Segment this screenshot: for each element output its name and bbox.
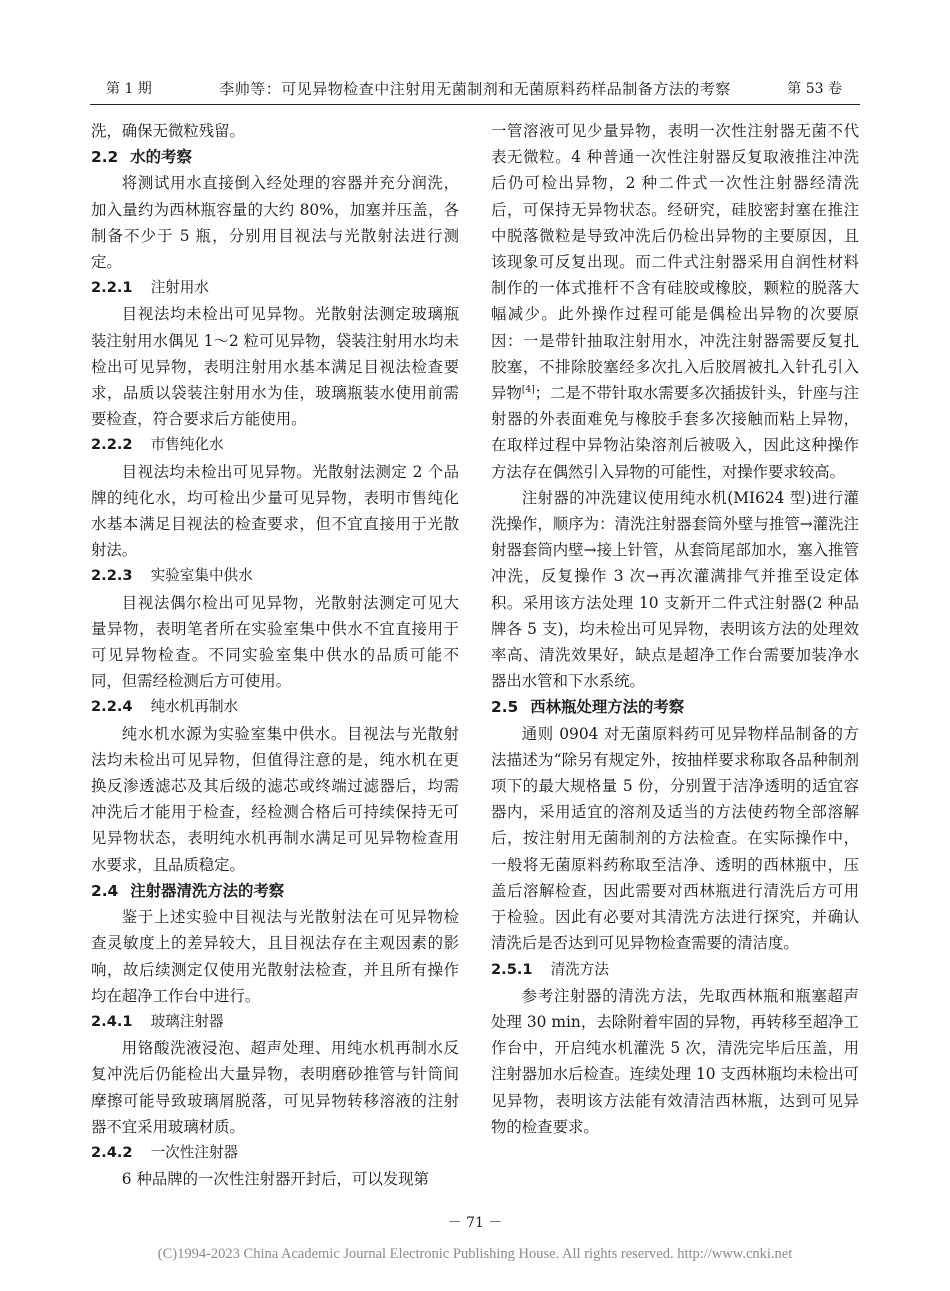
volume-label: 第 53 卷 — [787, 81, 842, 97]
section-title: 水的考察 — [130, 148, 192, 167]
section-title: 玻璃注射器 — [150, 1012, 224, 1030]
section-title: 清洗方法 — [550, 960, 609, 978]
continued-text-a: 一管溶液可见少量异物，表明一次性注射器无菌不代表无微粒。4 种普通一次性注射器反复取液推注冲洗后仍可检出异物，2 种二件式一次性注射器经清洗后，可保持无异物状态。经研究，硅胶密封塞在推注中脱落微粒是导致冲洗后仍检出异物的主要原因，且该现象可反复出现。而二件式注射器采用自润性材料制作的一体式推杆不含有硅胶或橡胶，颗粒的脱落大幅减少。此外操作过程可能是偶检出异物的次要原因：一是带针抽取注射用水，冲洗注射器需要反复扎胶塞，不排除胶塞经多次扎入后胶屑被扎入针孔引入异物 — [491, 122, 859, 403]
paragraph-2-4: 鉴于上述实验中目视法与光散射法在可见异物检查灵敏度上的差异较大，且目视法存在主观因素的影响，故后续测定仅使用光散射法检查，并且所有操作均在超净工作台中进行。 — [91, 908, 459, 1005]
copyright-watermark: (C)1994-2023 China Academic Journal Electronic Publishing House. All rights reserved. http://www.cnki.net — [157, 1246, 793, 1262]
paragraph-syringe-wash: 注射器的冲洗建议使用纯水机(MI624 型)进行灌洗操作，顺序为：清洗注射器套筒外壁与推管→灌洗注射器套筒内壁→接上针管，从套筒尾部加水，塞入推管冲洗，反复操作 3 次→再次灌满排气并推至设定体积。采用该方法处理 10 支新开二件式注射器(2 种品牌各 5 支)，均未检出可见异物，表明该方法的处理效率高、清洗效果好，缺点是超净工作台需要加装净水器出水管和下水系统。 — [491, 488, 859, 691]
paragraph-2-2-2: 目视法均未检出可见异物。光散射法测定 2 个品牌的纯化水，均可检出少量可见异物，表明市售纯化水基本满足目视法的检查要求，但不宜直接用于光散射法。 — [91, 462, 459, 560]
section-title: 注射用水 — [150, 279, 209, 297]
paragraph-2-5-1: 参考注射器的清洗方法，先取西林瓶和瓶塞超声处理 30 min，去除附着牢固的异物，再转移至超净工作台中，开启纯水机灌洗 5 次，清洗完毕后压盖，用注射器加水后检查。连续处理 10 支西林瓶均未检出可见异物，表明该方法能有效清洁西林瓶，达到可见异物的检查要求。 — [491, 986, 859, 1136]
section-2-5-1-heading — [491, 957, 859, 983]
page-number: － 71 － — [447, 1215, 503, 1231]
section-2-2-4-heading — [91, 694, 459, 720]
section-title: 一次性注射器 — [150, 1143, 239, 1161]
section-2-4-1-heading — [91, 1009, 459, 1035]
section-2-2-heading — [91, 144, 459, 170]
paragraph-2-5: 通则 0904 对无菌原料药可见异物样品制备的方法描述为“除另有规定外，按抽样要求称取各品种制剂项下的最大规格量 5 份，分别置于洁净透明的适宜容器内，采用适宜的溶剂及适当的方法使药物全部溶解后，按注射用无菌制剂的方法检查。在实际操作中，一般将无菌原料药称取至洁净、透明的西林瓶中，压盖后溶解检查，因此需要对西林瓶进行清洗后方可用于检验。因此有必要对其清洗方法进行探究，并确认清洗后是否达到可见异物检查需要的清洁度。 — [491, 724, 859, 953]
section-2-4-heading — [91, 878, 459, 904]
section-number: 2.2.4 — [91, 698, 133, 716]
paragraph-2-4-2: 6 种品牌的一次性注射器开封后，可以发现第 — [121, 1170, 429, 1189]
paragraph-2-2-1: 目视法均未检出可见异物。光散射法测定玻璃瓶装注射用水偶见 1～2 粒可见异物，袋装注射用水均未检出可见异物，表明注射用水基本满足目视法检查要求，品质以袋装注射用水为佳，玻璃瓶装水使用前需要检查，符合要求后方能使用。 — [91, 305, 459, 429]
section-2-5-heading — [491, 694, 859, 720]
section-title: 实验室集中供水 — [150, 567, 253, 585]
section-number: 2.2.1 — [91, 279, 133, 297]
continued-paragraph — [491, 118, 859, 485]
paragraph-2-4-1: 用铬酸洗液浸泡、超声处理、用纯水机再制水反复冲洗后仍能检出大量异物，表明磨砂推管与针筒间摩擦可能导致玻璃屑脱落，可见异物转移溶液的注射器不宜采用玻璃材质。 — [91, 1039, 459, 1136]
section-number: 2.4.1 — [91, 1012, 133, 1030]
paragraph-2-2: 将测试用水直接倒入经处理的容器并充分润洗，加入量约为西林瓶容量的大约 80%，加塞并压盖，各制备不少于 5 瓶，分别用目视法与光散射法进行测定。 — [91, 174, 459, 272]
section-2-4-2-heading — [91, 1140, 459, 1166]
continued-text-b: ；二是不带针取水需要多次插拔针头，针座与注射器的外表面难免与橡胶手套多次接触而粘上异物，在取样过程中异物沾染溶剂后被吸入，因此这种操作方法存在偶然引入异物的可能性，对操作要求较高。 — [491, 384, 859, 481]
section-number: 2.2.2 — [91, 436, 133, 454]
issue-label: 第 1 期 — [106, 81, 152, 97]
section-title: 注射器清洗方法的考察 — [130, 881, 285, 900]
running-title: 李帅等：可见异物检查中注射用无菌制剂和无菌原料药样品制备方法的考察 — [219, 80, 731, 98]
paragraph-2-2-3: 目视法偶尔检出可见异物，光散射法测定可见大量异物，表明笔者所在实验室集中供水不宜直接用于可见异物检查。不同实验室集中供水的品质可能不同，但需经检测后方可使用。 — [91, 593, 459, 691]
right-column — [491, 118, 859, 1140]
paragraph-2-2-4: 纯水机水源为实验室集中供水。目视法与光散射法均未检出可见异物，但值得注意的是，纯水机在更换反渗透滤芯及其后级的滤芯或终端过滤器后，均需冲洗后才能用于检查，经检测合格后可持续保持无可见异物状态，表明纯水机再制水满足可见异物检查用水要求，且品质稳定。 — [91, 724, 459, 874]
section-title: 纯水机再制水 — [150, 698, 239, 716]
section-number: 2.4 — [91, 881, 119, 900]
section-number: 2.2 — [91, 148, 119, 167]
citation-ref: [4] — [521, 384, 535, 395]
section-number: 2.2.3 — [91, 567, 133, 585]
section-number: 2.5.1 — [491, 960, 533, 978]
section-title: 市售纯化水 — [150, 436, 224, 454]
running-header — [90, 78, 860, 102]
section-number: 2.4.2 — [91, 1143, 133, 1161]
left-column — [91, 118, 459, 1192]
continued-paragraph: 洗，确保无微粒残留。 — [91, 122, 245, 140]
header-rule — [90, 104, 860, 105]
section-number: 2.5 — [491, 698, 519, 717]
section-2-2-2-heading — [91, 432, 459, 458]
section-title: 西林瓶处理方法的考察 — [530, 698, 685, 717]
section-2-2-3-heading — [91, 563, 459, 589]
section-2-2-1-heading — [91, 275, 459, 301]
